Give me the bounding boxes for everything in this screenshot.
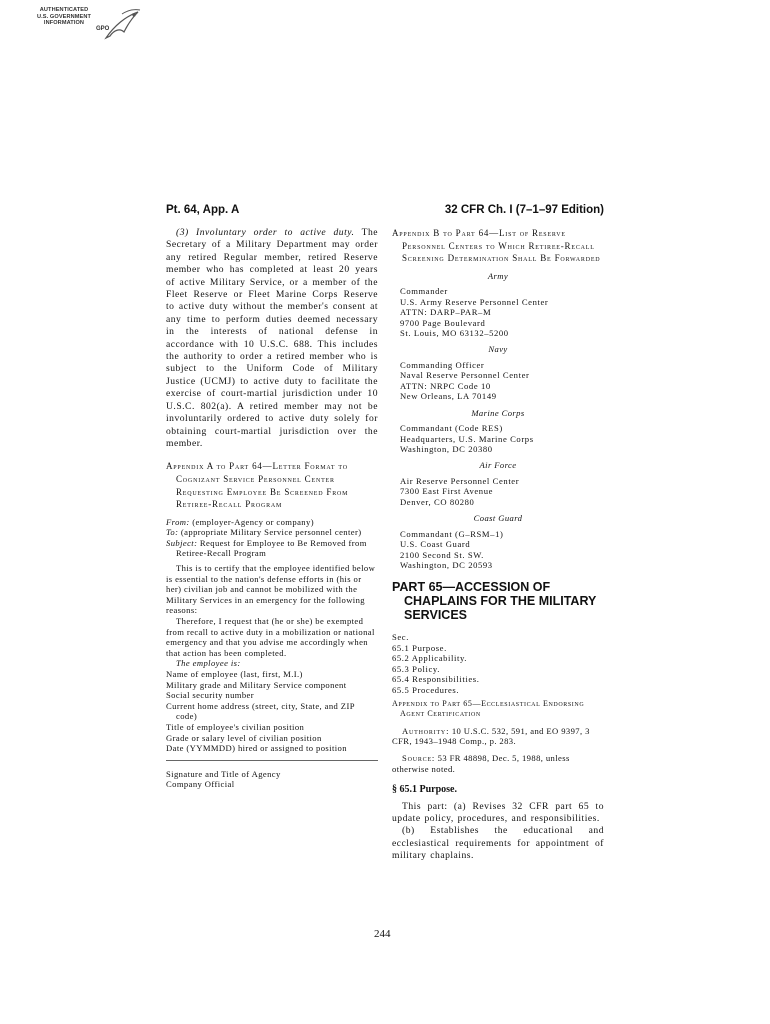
branch-air-force: Air Force xyxy=(479,460,517,471)
signature-line-1: Signature and Title of Agency xyxy=(166,768,281,779)
branch-coast-guard: Coast Guard xyxy=(473,513,523,524)
source-label: Source: xyxy=(402,752,436,763)
toc-item-65-2: 65.2 Applicability. xyxy=(392,653,468,664)
army-line-1: Commander xyxy=(400,286,448,297)
airforce-line-2: 7300 East First Avenue xyxy=(400,486,494,497)
subject-line xyxy=(166,538,378,559)
section-65-1-heading: § 65.1 Purpose. xyxy=(392,784,457,796)
marine-line-3: Washington, DC 20380 xyxy=(400,444,493,455)
navy-line-3: ATTN: NRPC Code 10 xyxy=(400,380,491,391)
army-line-2: U.S. Army Reserve Personnel Center xyxy=(400,296,549,307)
signature-rule xyxy=(166,760,378,761)
source-note xyxy=(392,753,604,774)
authority-text: 10 U.S.C. 532, 591, and EO 9397, 3 CFR, 1943–1948 Comp., p. 283. xyxy=(392,725,590,747)
toc-label: Sec. xyxy=(392,632,409,643)
subject-text: Request for Employee to Be Removed from Retiree-Recall Program xyxy=(176,537,367,559)
signature-line-2: Company Official xyxy=(166,779,235,790)
request-paragraph: Therefore, I request that (he or she) be exempted from recall to active duty in a mobilization or national emergency and that you advise me accordingly when that action has been completed. xyxy=(166,616,375,658)
airforce-line-3: Denver, CO 80280 xyxy=(400,496,475,507)
army-line-3: ATTN: DARP–PAR–M xyxy=(400,307,492,318)
branch-marine-corps: Marine Corps xyxy=(471,407,525,418)
airforce-line-1: Air Reserve Personnel Center xyxy=(400,476,520,487)
paragraph-body: The Secretary of a Military Department may order any retired Regular member, retired Reserve member who has completed at least 20 years of active Military Service, or a member of the Fleet Reserve or Fleet Marine Corps Reserve to active duty without the member's consent at any time to perform duties deemed necessary in the interests of national defense in accordance with 10 U.S.C. 688. This includes the authority to order a retired member who is subject to the Uniform Code of Military Justice (UCMJ) to active duty to facilitate the exercise of court-martial jurisdiction under 10 U.S.C. 802(a). A retired member may not be involuntarily ordered to active duty solely for obtaining court-martial jurisdiction over the member. xyxy=(166,227,379,449)
eagle-icon xyxy=(34,6,144,46)
toc-appendix: Appendix to Part 65—Ecclesiastical Endorsing Agent Certification xyxy=(392,698,585,719)
field-ssn: Social security number xyxy=(166,690,255,701)
marine-line-1: Commandant (Code RES) xyxy=(400,423,503,434)
army-line-5: St. Louis, MO 63132–5200 xyxy=(400,328,509,338)
right-column xyxy=(392,227,604,863)
coastguard-line-1: Commandant (G–RSM–1) xyxy=(400,528,504,539)
from-label: From: xyxy=(166,516,190,527)
coastguard-line-3: 2100 Second St. SW. xyxy=(400,549,484,560)
from-text: (employer-Agency or company) xyxy=(192,516,314,527)
certify-paragraph: This is to certify that the employee identified below is essential to the nation's defense efforts in (his or her) civilian job and cannot be mobilized with the Military Services in an emergency for the following reasons: xyxy=(166,563,376,616)
from-line xyxy=(166,517,378,528)
field-address: Current home address (street, city, State, and ZIP code) xyxy=(166,700,355,722)
toc-item-65-1: 65.1 Purpose. xyxy=(392,642,447,653)
to-label: To: xyxy=(166,527,179,538)
logo-line-2: U.S. GOVERNMENT xyxy=(36,13,92,20)
employee-is-label: The employee is: xyxy=(176,658,241,669)
purpose-paragraph-a: This part: (a) Revises 32 CFR part 65 to update policy, procedures, and responsibilities. xyxy=(392,800,604,824)
to-line xyxy=(166,527,378,538)
to-text: (appropriate Military Service personnel center) xyxy=(180,527,362,538)
navy-line-2: Naval Reserve Personnel Center xyxy=(400,370,530,381)
toc-item-65-5: 65.5 Procedures. xyxy=(392,684,460,695)
toc-item-65-3: 65.3 Policy. xyxy=(392,663,440,674)
field-name: Name of employee (last, first, M.I.) xyxy=(166,669,303,679)
gpo-mark: GPO xyxy=(96,26,110,32)
coastguard-line-2: U.S. Coast Guard xyxy=(400,539,471,550)
subject-label: Subject: xyxy=(166,537,198,548)
branch-navy: Navy xyxy=(488,344,508,355)
appendix-a-title: Appendix A to Part 64—Letter Format to Cognizant Service Personnel Center Requesting Employee Be Screened From Retiree-Recall Program xyxy=(166,461,349,510)
field-grade: Military grade and Military Service component xyxy=(166,679,347,690)
page-number: 244 xyxy=(374,928,391,940)
appendix-b-title: Appendix B to Part 64—List of Reserve Personnel Centers to Which Retiree-Recall Screening Determination Shall Be Forwarded xyxy=(392,228,601,264)
logo-line-3: INFORMATION xyxy=(43,20,85,26)
branch-army: Army xyxy=(487,270,509,281)
authority-note xyxy=(392,726,604,747)
toc-item-65-4: 65.4 Responsibilities. xyxy=(392,674,480,685)
field-title: Title of employee's civilian position xyxy=(166,721,305,732)
paragraph-lead: (3) Involuntary order to active duty. xyxy=(176,227,355,238)
purpose-paragraph-b: (b) Establishes the educational and ecclesiastical requirements for appointment of military chaplains. xyxy=(392,825,604,862)
left-column xyxy=(166,227,378,790)
logo-line-1: AUTHENTICATED xyxy=(39,7,89,13)
field-date: Date (YYMMDD) hired or assigned to position xyxy=(166,743,347,754)
part-65-title: PART 65—ACCESSION OF CHAPLAINS FOR THE MILITARY SERVICES xyxy=(392,580,597,623)
running-header-right: 32 CFR Ch. I (7–1–97 Edition) xyxy=(444,204,604,216)
marine-line-2: Headquarters, U.S. Marine Corps xyxy=(400,433,534,444)
authority-label: Authority: xyxy=(402,725,450,736)
running-header-left: Pt. 64, App. A xyxy=(166,204,240,216)
paragraph-involuntary-order xyxy=(166,227,378,450)
coastguard-line-4: Washington, DC 20593 xyxy=(400,560,493,571)
navy-line-4: New Orleans, LA 70149 xyxy=(400,391,497,402)
field-salary: Grade or salary level of civilian position xyxy=(166,732,322,743)
navy-line-1: Commanding Officer xyxy=(400,360,485,370)
army-line-4: 9700 Page Boulevard xyxy=(400,317,486,328)
source-text: 53 FR 48898, Dec. 5, 1988, unless otherwise noted. xyxy=(392,752,570,774)
